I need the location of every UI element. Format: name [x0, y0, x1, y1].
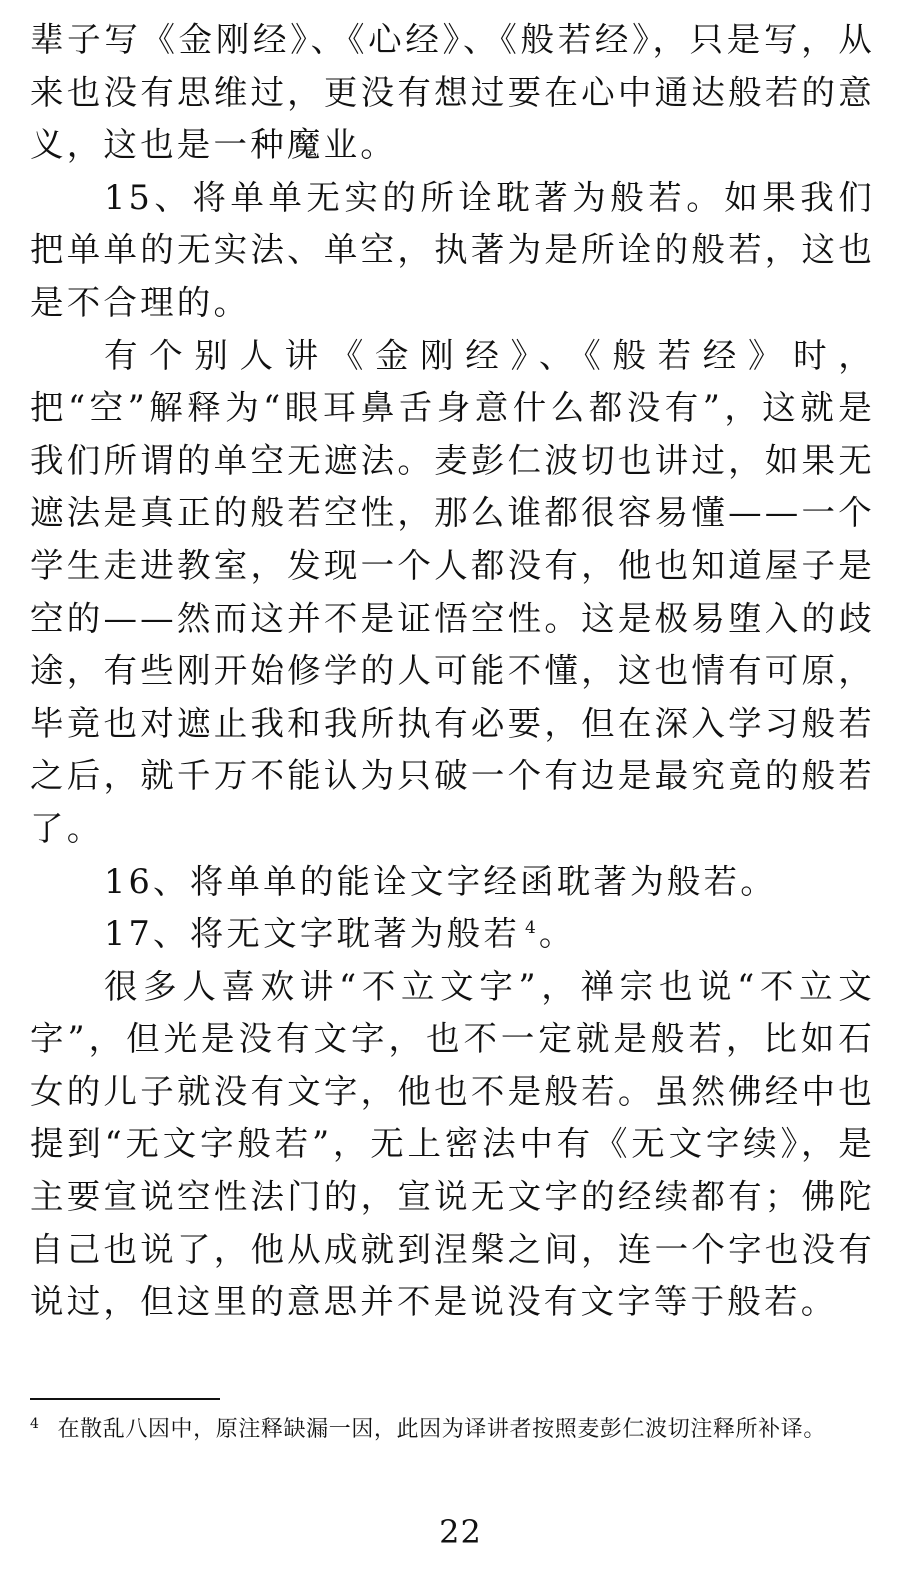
paragraph-item-16: 16、将单单的能诠文字经函耽著为般若。 — [104, 861, 777, 901]
paragraph-empty-explanation: 有个别人讲《金刚经》、《般若经》时，把“空”解释为“眼耳鼻舌身意什么都没有”，这就是我们所谓的单空无遮法。麦彭仁波切也讲过，如果无遮法是真正的般若空性，那么谁都很容易懂——一个学生走进教室，发现一个人都没有，他也知道屋子是空的——然而这并不是证悟空性。这是极易堕入的歧途，有些刚开始修学的人可能不懂，这也情有可原，毕竟也对遮止我和我所执有必要，但在深入学习般若之后，就千万不能认为只破一个有边是最究竟的般若了。 — [30, 335, 875, 848]
footnote — [30, 1411, 875, 1448]
paragraph-item-17 — [30, 908, 875, 961]
body-text — [30, 14, 875, 1329]
footnote-reference[interactable]: 4 — [525, 917, 536, 938]
paragraph-continuation: 辈子写《金刚经》、《心经》、《般若经》，只是写，从来也没有思维过，更没有想过要在心中通达般若的意义，这也是一种魔业。 — [30, 20, 875, 165]
footnote-divider — [30, 1398, 220, 1400]
footnote-marker: 4 — [30, 1415, 40, 1432]
paragraph-item-15: 15、将单单无实的所诠耽著为般若。如果我们把单单的无实法、单空，执著为是所诠的般若，这也是不合理的。 — [30, 177, 875, 322]
item-17-text: 17、将无文字耽著为般若 — [104, 914, 521, 954]
paragraph-no-words: 很多人喜欢讲“不立文字”，禅宗也说“不立文字”，但光是没有文字，也不一定就是般若，比如石女的儿子就没有文字，他也不是般若。虽然佛经中也提到“无文字般若”，无上密法中有《无文字续》，是主要宣说空性法门的，宣说无文字的经续都有；佛陀自己也说了，他从成就到涅槃之间，连一个字也没有说过，但这里的意思并不是说没有文字等于般若。 — [30, 966, 875, 1322]
item-17-end: 。 — [538, 914, 576, 954]
page-number: 22 — [439, 1513, 482, 1551]
footnote-text: 在散乱八因中，原注释缺漏一因，此因为译讲者按照麦彭仁波切注释所补译。 — [57, 1417, 826, 1442]
